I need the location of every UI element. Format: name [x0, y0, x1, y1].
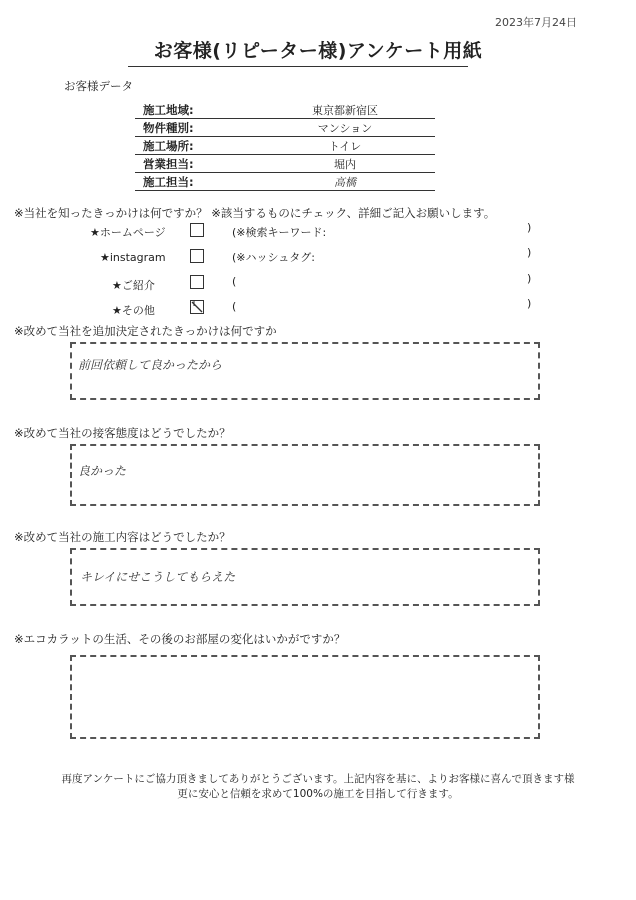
customer-row-property-type	[135, 119, 435, 137]
location-label: 施工場所:	[143, 139, 194, 153]
sales-rep-label: 営業担当:	[143, 157, 194, 171]
option-other-detail: (	[232, 300, 237, 313]
option-referral-checkbox[interactable]	[190, 275, 204, 289]
option-other-close: )	[527, 297, 532, 310]
footer-line-1: 再度アンケートにご協力頂きましてありがとうございます。上記内容を基に、よりお客様に喜んで頂きます様	[61, 773, 575, 785]
q4-answer-box[interactable]	[70, 548, 540, 606]
q3-answer: 良かった	[78, 464, 127, 478]
customer-row-area	[135, 101, 435, 119]
option-instagram-checkbox[interactable]	[190, 249, 204, 263]
option-other-label: ★その他	[112, 304, 155, 317]
installer-label: 施工担当:	[143, 175, 194, 189]
customer-data-heading: お客様データ	[64, 79, 133, 93]
option-homepage-label: ★ホームページ	[90, 226, 166, 239]
page-title: お客様(リピーター様)アンケート用紙	[153, 40, 483, 62]
property-type-label: 物件種別:	[143, 121, 194, 135]
option-other-checkbox[interactable]	[190, 300, 204, 314]
option-referral-close: )	[527, 272, 532, 285]
option-homepage-detail: (※検索キーワード:	[232, 226, 327, 239]
title-underline	[128, 66, 468, 67]
option-referral-detail: (	[232, 275, 237, 288]
q5-answer-box[interactable]	[70, 655, 540, 739]
customer-row-location	[135, 137, 435, 155]
q1-question: ※当社を知ったきっかけは何ですか？ ※該当するものにチェック、詳細ご記入お願いします。	[14, 206, 496, 220]
option-instagram-detail: (※ハッシュタグ:	[232, 251, 315, 264]
q2-answer: 前回依頼して良かったから	[78, 358, 223, 372]
q4-question: ※改めて当社の施工内容はどうでしたか？	[14, 530, 231, 544]
location-value: トイレ	[328, 140, 362, 153]
q4-answer: キレイにせこうしてもらえた	[80, 570, 236, 584]
customer-row-installer	[135, 173, 435, 191]
installer-value: 高橋	[334, 176, 356, 189]
option-homepage-close: )	[527, 221, 532, 234]
customer-row-sales-rep	[135, 155, 435, 173]
option-referral-label: ★ご紹介	[112, 279, 155, 292]
survey-date: 2023年7月24日	[495, 16, 577, 29]
q5-question: ※エコカラットの生活、その後のお部屋の変化はいかがですか？	[14, 632, 346, 646]
sales-rep-value: 堀内	[334, 158, 356, 171]
q2-answer-box[interactable]	[70, 342, 540, 400]
q3-answer-box[interactable]	[70, 444, 540, 506]
q2-question: ※改めて当社を追加決定されたきっかけは何ですか	[14, 324, 277, 338]
area-label: 施工地域:	[143, 103, 194, 117]
option-instagram-label: ★instagram	[100, 251, 166, 264]
option-instagram-close: )	[527, 246, 532, 259]
q3-question: ※改めて当社の接客態度はどうでしたか？	[14, 426, 231, 440]
property-type-value: マンション	[317, 122, 373, 135]
check-mark-icon	[191, 301, 203, 313]
footer-line-2: 更に安心と信頼を求めて100%の施工を目指して行きます。	[177, 788, 459, 800]
option-homepage-checkbox[interactable]	[190, 223, 204, 237]
area-value: 東京都新宿区	[312, 104, 378, 117]
